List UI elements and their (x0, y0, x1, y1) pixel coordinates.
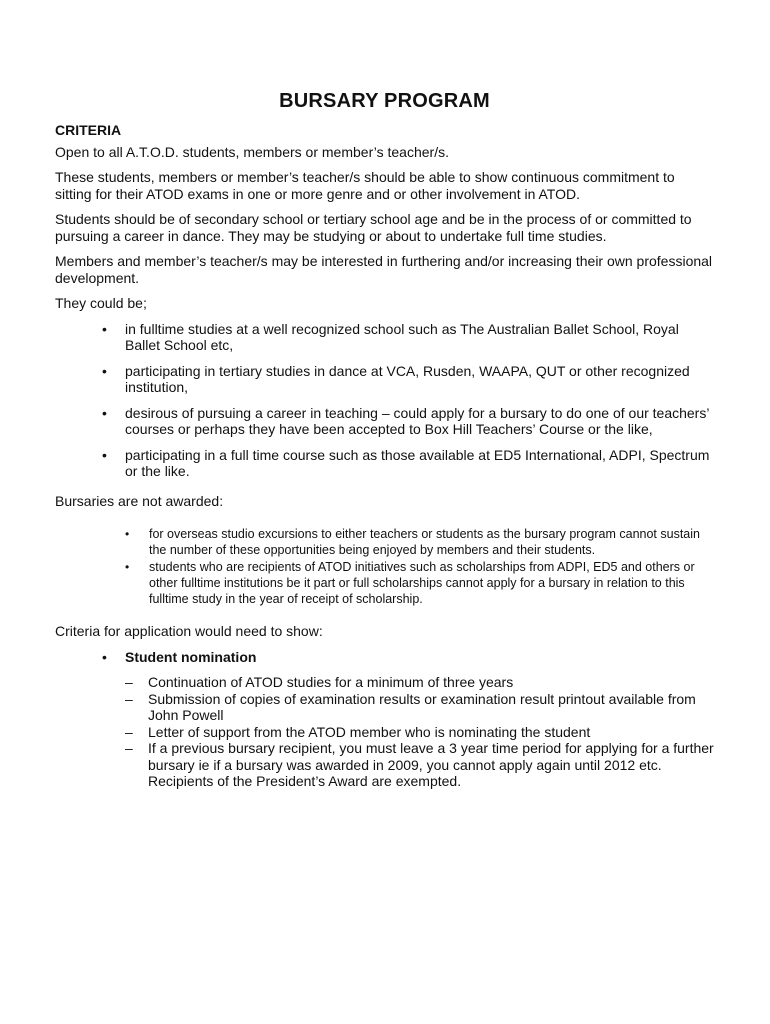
dash-icon: – (125, 740, 133, 756)
list-item-text: students who are recipients of ATOD initiatives such as scholarships from ADPI, ED5 and others or other fulltime institutions be it part or full scholarships cannot apply for a bursary in relation to this fulltime study in the year of receipt of scholarship. (149, 560, 695, 606)
list-item (55, 740, 714, 790)
bullet-icon: • (125, 560, 130, 574)
document-title: BURSARY PROGRAM (279, 90, 490, 112)
list-item-text: Submission of copies of examination results or examination result printout available from John Powell (148, 690, 696, 723)
list-item-text: participating in a full time course such as those available at ED5 International, ADPI, Spectrum or the like. (125, 447, 710, 479)
bullet-icon: • (102, 649, 107, 665)
application-criteria-heading: Criteria for application would need to show: (55, 623, 323, 639)
list-item-text: If a previous bursary recipient, you must leave a 3 year time period for applying for a further bursary ie if a bursary was awarded in 2009, you cannot apply again until 2012 etc. Recipients of the President’s Award are exempted. (148, 740, 714, 789)
list-item-text: desirous of pursuing a career in teaching – could apply for a bursary to do one of our teachers’ courses or perhaps they have been accepted to Box Hill Teachers’ Course or the like, (125, 405, 709, 437)
student-nomination-heading (55, 649, 714, 666)
paragraph-open-to-all: Open to all A.T.O.D. students, members or member’s teacher/s. (55, 144, 449, 160)
list-item-text: for overseas studio excursions to either teachers or students as the bursary program cannot sustain the number of these opportunities being enjoyed by members and their students. (149, 527, 700, 557)
bullet-icon: • (102, 405, 107, 421)
list-item (55, 526, 714, 558)
dash-icon: – (125, 690, 133, 707)
list-item (55, 691, 714, 724)
list-item (55, 724, 714, 741)
list-item (55, 321, 714, 353)
list-item-text: participating in tertiary studies in dance at VCA, Rusden, WAAPA, QUT or other recognized institution, (125, 363, 690, 395)
not-awarded-heading: Bursaries are not awarded: (55, 493, 224, 509)
list-item (55, 405, 714, 437)
paragraph-professional-development: Members and member’s teacher/s may be interested in furthering and/or increasing their own professional development. (55, 253, 713, 286)
bullet-icon: • (125, 527, 130, 541)
list-item (55, 674, 714, 691)
paragraph-commitment: These students, members or member’s teacher/s should be able to show continuous commitment to sitting for their ATOD exams in one or more genre and or other involvement in ATOD. (55, 169, 675, 202)
bullet-icon: • (102, 321, 107, 337)
nomination-list (55, 674, 714, 790)
not-awarded-list (55, 526, 714, 607)
list-item (55, 559, 714, 607)
dash-icon: – (125, 723, 133, 740)
list-item-text: Continuation of ATOD studies for a minimum of three years (148, 674, 514, 690)
student-nomination-label: Student nomination (125, 649, 257, 665)
list-item (55, 447, 714, 479)
paragraph-students-age: Students should be of secondary school or tertiary school age and be in the process of or committed to pursuing a career in dance. They may be studying or about to undertake full time studies. (55, 211, 692, 244)
criteria-heading: CRITERIA (55, 122, 122, 138)
list-item (55, 363, 714, 395)
dash-icon: – (125, 674, 133, 690)
bullet-icon: • (102, 447, 107, 463)
list-item-text: in fulltime studies at a well recognized school such as The Australian Ballet School, Royal Ballet School etc, (125, 321, 679, 353)
paragraph-they-could-be: They could be; (55, 295, 147, 311)
list-item-text: Letter of support from the ATOD member who is nominating the student (148, 723, 591, 740)
bullet-icon: • (102, 363, 107, 379)
could-be-list (55, 321, 714, 479)
